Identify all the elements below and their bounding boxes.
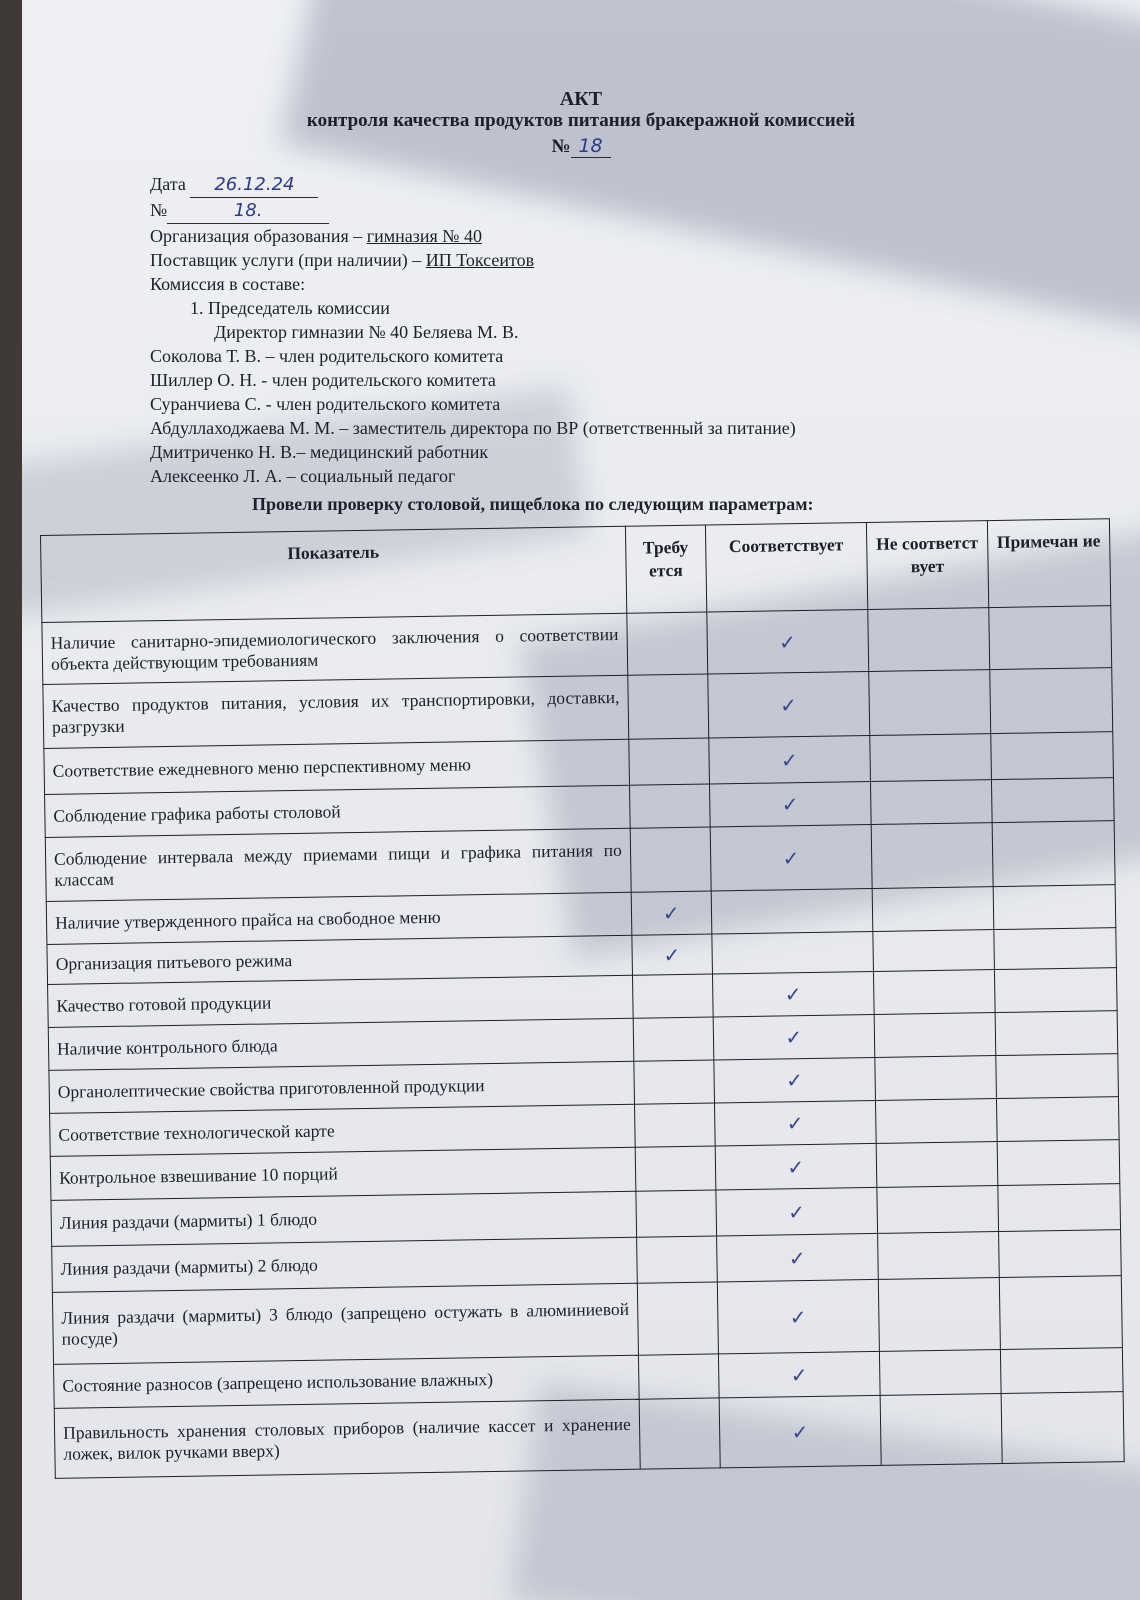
empty-cell (712, 931, 874, 974)
empty-cell (627, 612, 708, 675)
check-mark-icon: ✓ (714, 1057, 876, 1103)
supplier-label: Поставщик услуги (при наличии) – (150, 250, 426, 270)
indicator-cell: Органолептические свойства приготовленной продукции (49, 1061, 634, 1113)
empty-cell (1001, 1392, 1124, 1464)
indicator-cell: Правильность хранения столовых приборов (наличие кассет и хранение ложек, вилок ручками вверх) (54, 1399, 640, 1478)
empty-cell (873, 930, 995, 972)
no-row (150, 198, 796, 224)
empty-cell (875, 1056, 997, 1101)
empty-cell (875, 1099, 997, 1144)
indicator-cell: Соблюдение графика работы столовой (45, 785, 630, 837)
indicator-cell: Линия раздачи (мармиты) 1 блюдо (51, 1191, 636, 1246)
check-mark-icon: ✓ (632, 934, 713, 975)
org-value: гимназия № 40 (366, 226, 482, 246)
check-mark-icon: ✓ (719, 1395, 881, 1468)
empty-cell (629, 738, 710, 785)
empty-cell (870, 734, 992, 782)
indicator-cell: Линия раздачи (мармиты) 3 блюдо (запрещено остужать в алюминиевой посуде) (52, 1283, 638, 1364)
no-value: 18. (167, 199, 329, 224)
document-page (22, 0, 1140, 1600)
members-list (150, 344, 796, 488)
empty-cell (871, 823, 993, 889)
commission-label: Комиссия в составе: (150, 274, 306, 294)
indicator-cell: Качество продуктов питания, условия их транспортировки, доставки, разгрузки (43, 675, 629, 748)
empty-cell (997, 1140, 1120, 1186)
empty-cell (634, 1103, 715, 1147)
member-item: Суранчиева С. - член родительского комитета (150, 394, 501, 414)
chair-label: 1. Председатель комиссии (190, 298, 390, 318)
indicator-cell: Соответствие ежедневного меню перспективному меню (44, 739, 629, 794)
indicator-cell: Качество готовой продукции (48, 975, 633, 1027)
check-mark-icon: ✓ (714, 1100, 876, 1146)
empty-cell (874, 1013, 996, 1058)
empty-cell (632, 974, 713, 1018)
check-heading: Провели проверку столовой, пищеблока по следующим параметрам: (252, 494, 814, 514)
empty-cell (1000, 1348, 1123, 1394)
empty-cell (990, 668, 1113, 734)
empty-cell (999, 1276, 1122, 1350)
member-item: Алексеенко Л. А. – социальный педагог (150, 466, 456, 486)
doc-number (22, 135, 1140, 158)
header-note: Примечан ие (987, 519, 1110, 608)
empty-cell (877, 1186, 999, 1234)
empty-cell (995, 1011, 1118, 1056)
check-mark-icon: ✓ (709, 781, 871, 827)
empty-cell (868, 608, 990, 672)
empty-cell (996, 1054, 1119, 1099)
check-mark-icon: ✓ (708, 672, 870, 739)
indicator-cell: Линия раздачи (мармиты) 2 блюдо (52, 1237, 637, 1292)
empty-cell (636, 1236, 717, 1283)
empty-cell (994, 968, 1117, 1013)
member-item: Шиллер О. Н. - член родительского комитета (150, 370, 496, 390)
org-label: Организация образования – (150, 226, 367, 246)
org-row (150, 224, 796, 248)
check-mark-icon: ✓ (716, 1233, 878, 1282)
empty-cell (870, 780, 992, 825)
header-noncompliant: Не соответст вует (866, 521, 988, 610)
check-mark-icon: ✓ (716, 1187, 878, 1236)
empty-cell (869, 670, 991, 736)
check-mark-icon: ✓ (712, 971, 874, 1017)
empty-cell (879, 1350, 1001, 1396)
empty-cell (876, 1142, 998, 1188)
empty-cell (991, 778, 1114, 823)
empty-cell (634, 1060, 715, 1104)
indicator-cell: Состояние разносов (запрещено использование влажных) (54, 1355, 639, 1408)
check-mark-icon: ✓ (709, 735, 871, 784)
empty-cell (877, 1232, 999, 1280)
doc-number-label: № (551, 136, 571, 157)
empty-cell (628, 674, 709, 739)
check-mark-icon: ✓ (713, 1014, 875, 1060)
empty-cell (639, 1398, 720, 1469)
empty-cell (638, 1354, 719, 1399)
indicator-cell: Наличие утвержденного прайса на свободное меню (46, 892, 631, 944)
member-item: Абдуллаходжаева М. М. – заместитель директора по ВР (ответственный за питание) (150, 418, 796, 438)
empty-cell (992, 821, 1115, 887)
empty-cell (633, 1017, 714, 1061)
no-label: № (150, 200, 168, 220)
indicator-cell: Наличие санитарно-эпидемиологического заключения о соответствии объекта действующим требованиям (42, 613, 628, 684)
check-mark-icon: ✓ (707, 610, 869, 675)
table-header-row (41, 519, 1111, 623)
member-item: Соколова Т. В. – член родительского комитета (150, 346, 504, 366)
empty-cell (637, 1282, 718, 1355)
empty-cell (711, 888, 873, 934)
empty-cell (989, 606, 1112, 670)
empty-cell (873, 970, 995, 1015)
date-value: 26.12.24 (190, 173, 318, 198)
header-fields (150, 172, 796, 488)
header-indicator: Показатель (41, 526, 627, 622)
checklist-table (40, 518, 1125, 1479)
indicator-cell: Соблюдение интервала между приемами пищи и графика питания по классам (45, 828, 631, 901)
check-mark-icon: ✓ (718, 1351, 880, 1398)
empty-cell (635, 1146, 716, 1191)
check-mark-icon: ✓ (710, 824, 872, 891)
date-label: Дата (150, 174, 186, 194)
indicator-cell: Соответствие технологической карте (50, 1104, 635, 1156)
check-mark-icon: ✓ (631, 891, 712, 935)
check-mark-icon: ✓ (717, 1279, 879, 1354)
empty-cell (878, 1278, 1000, 1352)
empty-cell (629, 784, 710, 828)
indicator-cell: Наличие контрольного блюда (48, 1018, 633, 1070)
empty-cell (872, 887, 994, 932)
doc-title: АКТ (559, 88, 603, 110)
member-item: Дмитриченко Н. В.– медицинский работник (150, 442, 489, 462)
supplier-row (150, 248, 796, 272)
empty-cell (998, 1184, 1121, 1232)
doc-number-value: 18 (571, 135, 611, 158)
check-mark-icon: ✓ (715, 1143, 877, 1190)
chair-name: Директор гимназии № 40 Беляева М. В. (214, 322, 519, 342)
header-required: Требу ется (625, 525, 706, 613)
indicator-cell: Организация питьевого режима (47, 935, 632, 984)
empty-cell (993, 885, 1116, 930)
empty-cell (880, 1394, 1002, 1466)
empty-cell (991, 732, 1114, 780)
date-row (150, 172, 796, 198)
empty-cell (996, 1097, 1119, 1142)
empty-cell (630, 827, 711, 892)
empty-cell (994, 928, 1117, 970)
header-compliant: Соответствует (705, 523, 867, 613)
indicator-cell: Контрольное взвешивание 10 порций (50, 1147, 635, 1200)
supplier-value: ИП Токсеитов (425, 250, 535, 270)
doc-subtitle: контроля качества продуктов питания бракеражной комиссией (306, 110, 856, 131)
empty-cell (998, 1230, 1121, 1278)
empty-cell (636, 1190, 717, 1237)
